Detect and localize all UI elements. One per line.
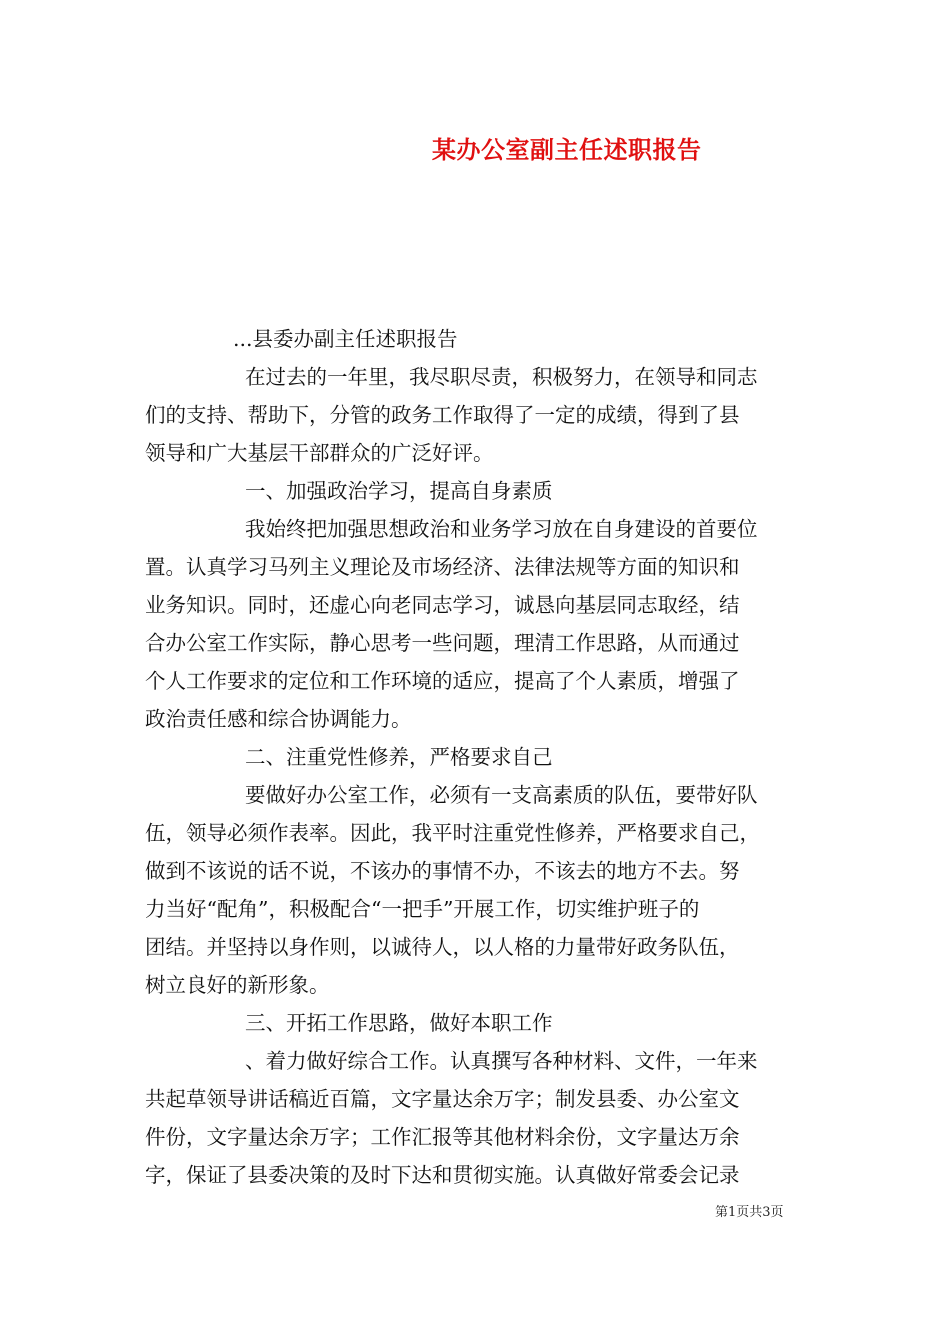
paragraph-line: 们的支持、帮助下，分管的政务工作取得了一定的成绩，得到了县 — [145, 403, 740, 427]
paragraph-line: 件份，文字量达余万字；工作汇报等其他材料余份，文字量达万余 — [145, 1125, 740, 1149]
paragraph-line: 伍，领导必须作表率。因此，我平时注重党性修养，严格要求自己， — [145, 821, 760, 845]
document-body — [145, 320, 805, 1194]
document-title: 某办公室副主任述职报告 — [432, 135, 702, 164]
paragraph-line: 要做好办公室工作，必须有一支高素质的队伍，要带好队 — [245, 783, 758, 807]
paragraph-line: 团结。并坚持以身作则，以诚待人，以人格的力量带好政务队伍， — [145, 935, 740, 959]
paragraph-line: 业务知识。同时，还虚心向老同志学习，诚恳向基层同志取经，结 — [145, 593, 740, 617]
page-number-footer: 第1页共3页 — [715, 1205, 784, 1220]
subtitle-line: ...县委办副主任述职报告 — [233, 327, 458, 351]
paragraph-line: 、着力做好综合工作。认真撰写各种材料、文件，一年来 — [245, 1049, 758, 1073]
paragraph-line: 在过去的一年里，我尽职尽责，积极努力，在领导和同志 — [245, 365, 758, 389]
paragraph-line: 置。认真学习马列主义理论及市场经济、法律法规等方面的知识和 — [145, 555, 740, 579]
paragraph-line: 字，保证了县委决策的及时下达和贯彻实施。认真做好常委会记录 — [145, 1163, 740, 1187]
paragraph-line: 力当好“配角”，积极配合“一把手”开展工作，切实维护班子的 — [145, 897, 700, 921]
paragraph-line: 领导和广大基层干部群众的广泛好评。 — [145, 441, 494, 465]
section-heading-1: 一、加强政治学习，提高自身素质 — [245, 479, 553, 503]
section-heading-2: 二、注重党性修养，严格要求自己 — [245, 745, 553, 769]
paragraph-line: 做到不该说的话不说，不该办的事情不办，不该去的地方不去。努 — [145, 859, 740, 883]
paragraph-line: 我始终把加强思想政治和业务学习放在自身建设的首要位 — [245, 517, 758, 541]
paragraph-line: 个人工作要求的定位和工作环境的适应，提高了个人素质，增强了 — [145, 669, 740, 693]
paragraph-line: 合办公室工作实际，静心思考一些问题，理清工作思路，从而通过 — [145, 631, 740, 655]
paragraph-line: 政治责任感和综合协调能力。 — [145, 707, 412, 731]
section-heading-3: 三、开拓工作思路，做好本职工作 — [245, 1011, 553, 1035]
paragraph-line: 树立良好的新形象。 — [145, 973, 330, 997]
paragraph-line: 共起草领导讲话稿近百篇，文字量达余万字；制发县委、办公室文 — [145, 1087, 740, 1111]
